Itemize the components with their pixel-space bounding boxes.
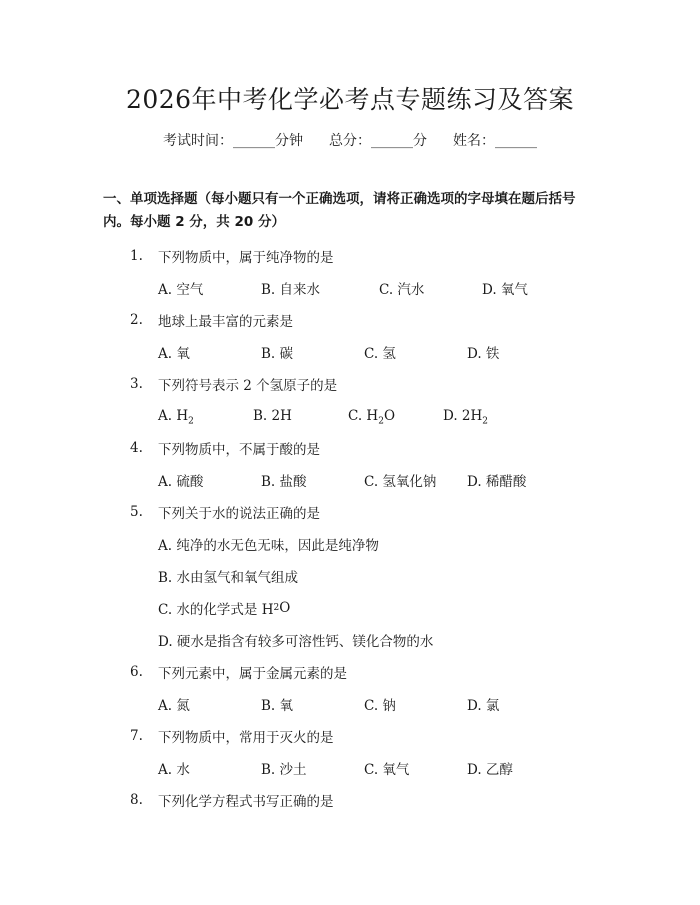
question-1 (130, 240, 600, 304)
question-stem: 地球上最丰富的元素是 (158, 314, 293, 330)
option-c: C. 汽水 (379, 282, 425, 298)
total-score-label: 总分： (329, 133, 371, 149)
option-a: A. 氧 (158, 346, 190, 362)
option-a: A. 氮 (158, 698, 190, 714)
total-score (329, 131, 427, 151)
question-number: 3. (130, 376, 143, 392)
question-8 (130, 784, 600, 816)
question-stem: 下列化学方程式书写正确的是 (158, 794, 334, 810)
question-stem: 下列关于水的说法正确的是 (158, 506, 320, 522)
exam-time-label: 考试时间： (163, 133, 233, 149)
question-4 (130, 432, 600, 496)
option-d: D. 稀醋酸 (467, 474, 527, 490)
exam-time-unit: 分钟 (275, 133, 303, 149)
option-a: A. 纯净的水无色无味，因此是纯净物 (158, 538, 379, 554)
section-heading-line-1: 一、单项选择题（每小题只有一个正确选项，请将正确选项的字母填在题后括号 (103, 191, 576, 207)
question-number: 4. (130, 440, 143, 456)
question-3 (130, 368, 600, 432)
option-d: D. 硬水是指含有较多可溶性钙、镁化合物的水 (158, 634, 434, 650)
option-a: A. 空气 (158, 282, 204, 298)
option-c: C. $H_2O$ (348, 408, 396, 427)
total-score-unit: 分 (413, 133, 427, 149)
option-c: C. 水的化学式是 H 2 O (158, 600, 291, 618)
question-number: 8. (130, 792, 143, 808)
question-number: 7. (130, 728, 143, 744)
question-stem: 下列物质中，常用于灭火的是 (158, 730, 334, 746)
option-b: B. 盐酸 (261, 474, 307, 490)
option-b: B. 2H (253, 408, 292, 424)
student-name (453, 131, 537, 151)
option-c: C. 氧气 (364, 762, 410, 778)
student-name-blank: ______ (495, 133, 537, 149)
option-a: A. $H_2$ (158, 408, 194, 427)
question-number: 6. (130, 664, 143, 680)
question-number: 2. (130, 312, 143, 328)
exam-time (163, 131, 303, 151)
option-b: B. 自来水 (261, 282, 321, 298)
question-stem: 下列元素中，属于金属元素的是 (158, 666, 347, 682)
option-d: D. 乙醇 (467, 762, 513, 778)
question-7 (130, 720, 600, 784)
option-b: B. 水由氢气和氧气组成 (158, 570, 299, 586)
exam-info (0, 131, 700, 151)
student-name-label: 姓名： (453, 133, 495, 149)
option-d: D. 氯 (467, 698, 500, 714)
option-d: D. 氧气 (482, 282, 528, 298)
option-c: C. 氢氧化钠 (364, 474, 437, 490)
option-a: A. 硫酸 (158, 474, 204, 490)
section-heading (103, 188, 603, 234)
question-number: 1. (130, 248, 143, 264)
option-b: B. 碳 (261, 346, 294, 362)
section-heading-line-2: 内。每小题 2 分，共 20 分） (103, 214, 285, 230)
option-d: D. $2H_2$ (443, 408, 489, 427)
question-6 (130, 656, 600, 720)
question-2 (130, 304, 600, 368)
question-list (130, 240, 600, 816)
question-number: 5. (130, 504, 143, 520)
question-stem: 下列物质中，不属于酸的是 (158, 442, 320, 458)
option-b: B. 氧 (261, 698, 294, 714)
option-c: C. 钠 (364, 698, 396, 714)
question-stem: 下列符号表示 2 个氢原子的是 (158, 378, 338, 394)
option-c: C. 氢 (364, 346, 396, 362)
exam-time-blank: ______ (233, 133, 275, 149)
option-b: B. 沙土 (261, 762, 307, 778)
option-d: D. 铁 (467, 346, 500, 362)
page-title: 2026年中考化学必考点专题练习及答案 (125, 85, 575, 114)
option-a: A. 水 (158, 762, 190, 778)
total-score-blank: ______ (371, 133, 413, 149)
question-stem: 下列物质中，属于纯净物的是 (158, 250, 334, 266)
question-5 (130, 496, 600, 656)
